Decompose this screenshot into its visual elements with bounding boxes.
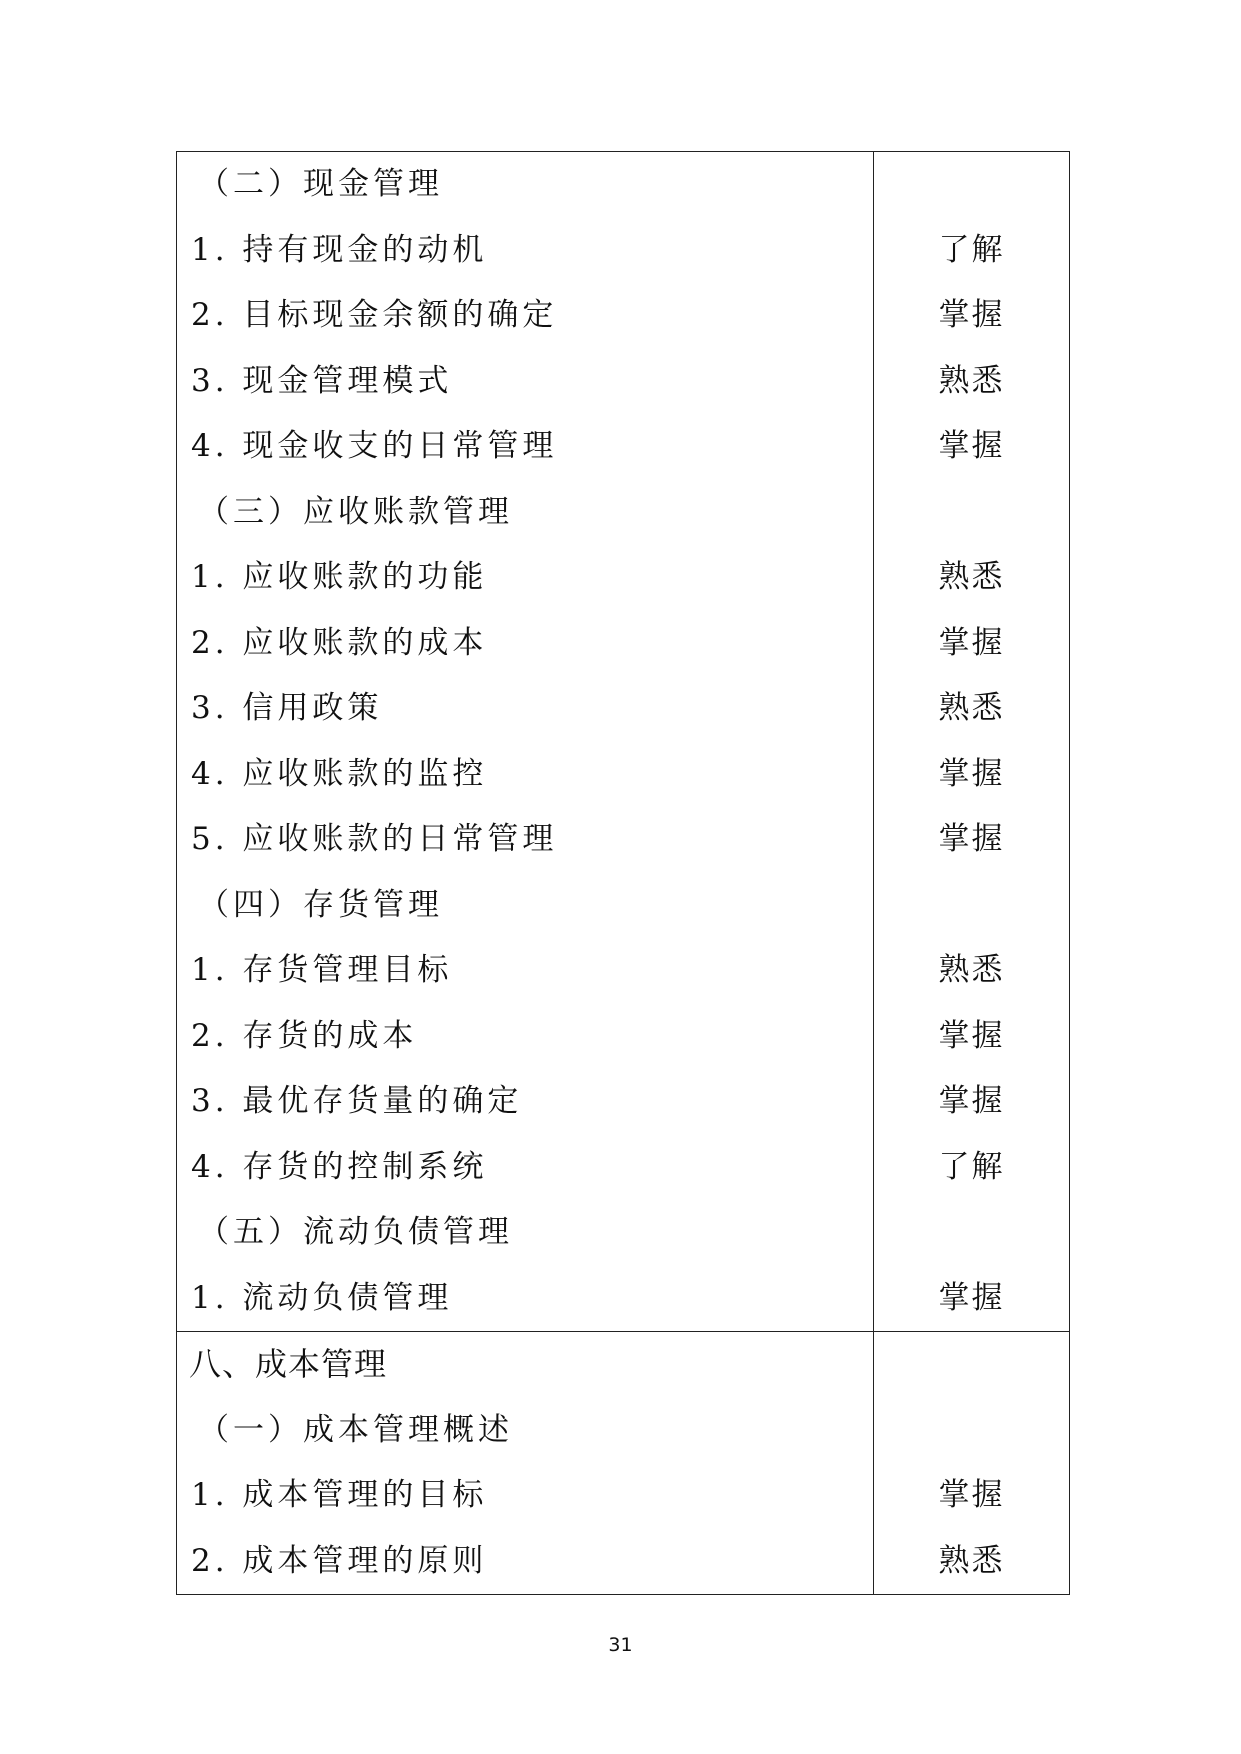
requirement-level [874, 1200, 1069, 1266]
requirement-level: 熟悉 [938, 1542, 1005, 1579]
topic-item: 1. 持有现金的动机 [191, 231, 488, 268]
topic-item: 4. 现金收支的日常管理 [191, 428, 558, 464]
requirement-level: 熟悉 [938, 362, 1005, 399]
topic-item: 3. 信用政策 [191, 690, 383, 726]
level-cell [874, 1332, 1070, 1595]
requirement-level: 熟悉 [938, 559, 1005, 595]
syllabus-table-body [177, 152, 1070, 1595]
topic-item: 3. 现金管理模式 [191, 362, 453, 399]
requirement-level: 掌握 [938, 1083, 1005, 1119]
requirement-level: 掌握 [938, 755, 1005, 792]
topic-item: 2. 应收账款的成本 [191, 624, 488, 661]
section-heading: （三）应收账款管理 [198, 493, 513, 530]
topic-item: 5. 应收账款的日常管理 [191, 821, 558, 857]
chapter-heading: 八、成本管理 [189, 1345, 388, 1383]
topic-item: 1. 存货管理目标 [191, 952, 453, 988]
requirement-level: 掌握 [938, 821, 1005, 857]
topic-item: 4. 应收账款的监控 [191, 755, 488, 792]
requirement-level: 掌握 [938, 297, 1005, 333]
topic-item: 1. 成本管理的目标 [191, 1477, 488, 1513]
requirement-level [874, 1332, 1069, 1398]
requirement-level: 掌握 [938, 1279, 1005, 1316]
requirement-level [874, 480, 1069, 546]
section-heading: （五）流动负债管理 [198, 1214, 513, 1250]
topic-item: 4. 存货的控制系统 [191, 1148, 488, 1185]
topic-item: 2. 目标现金余额的确定 [191, 297, 558, 333]
page-number: 31 [608, 1634, 633, 1656]
section-heading: （四）存货管理 [198, 886, 443, 923]
topic-item: 1. 应收账款的功能 [191, 559, 488, 595]
requirement-level [874, 152, 1069, 218]
requirement-level: 掌握 [938, 428, 1005, 464]
table-section [177, 152, 1070, 1332]
topic-item: 1. 流动负债管理 [191, 1279, 453, 1316]
topic-cell [177, 152, 874, 1332]
level-cell [874, 152, 1070, 1332]
requirement-level: 掌握 [938, 1477, 1005, 1513]
section-heading: （二）现金管理 [198, 166, 443, 202]
requirement-level: 熟悉 [938, 952, 1005, 988]
requirement-level [874, 873, 1069, 939]
syllabus-table [176, 151, 1070, 1595]
topic-cell [177, 1332, 874, 1595]
section-heading: （一）成本管理概述 [198, 1411, 513, 1448]
table-section [177, 1332, 1070, 1595]
requirement-level: 了解 [938, 1148, 1005, 1185]
requirement-level [874, 1398, 1069, 1464]
requirement-level: 了解 [938, 231, 1005, 268]
requirement-level: 掌握 [938, 624, 1005, 661]
topic-item: 2. 成本管理的原则 [191, 1542, 488, 1579]
requirement-level: 熟悉 [938, 690, 1005, 726]
topic-item: 3. 最优存货量的确定 [191, 1083, 523, 1119]
topic-item: 2. 存货的成本 [191, 1017, 418, 1054]
requirement-level: 掌握 [938, 1017, 1005, 1054]
